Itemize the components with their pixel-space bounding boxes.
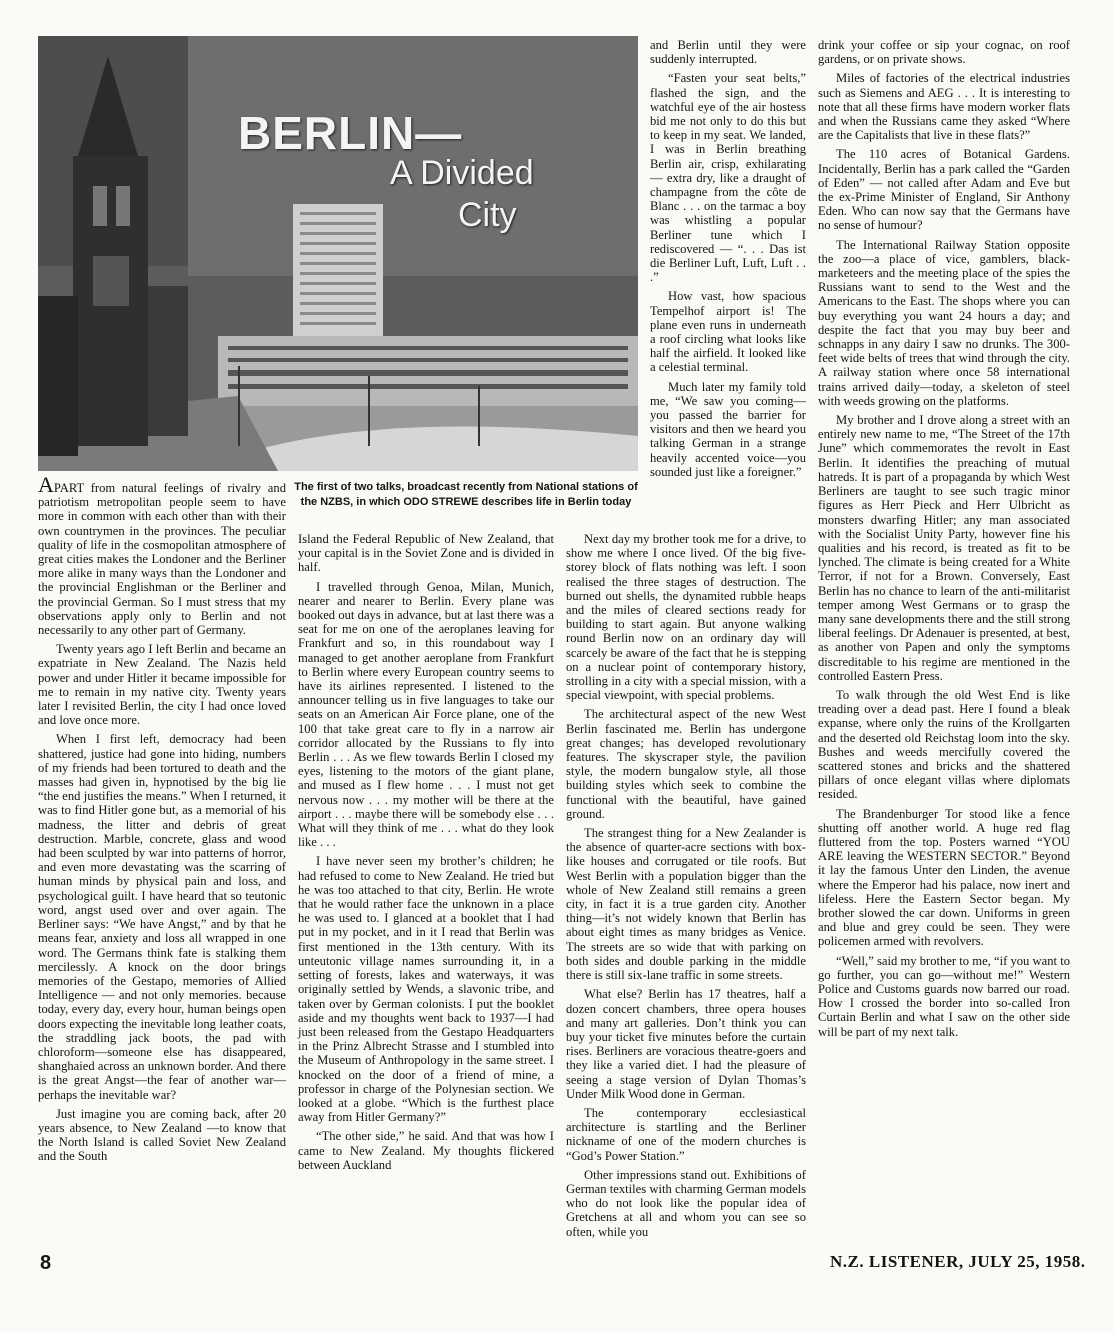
paragraph: drink your coffee or sip your cognac, on roof gardens, or on private shows. xyxy=(818,38,1070,67)
drop-cap: A xyxy=(38,472,54,497)
paragraph: When I first left, democracy had been shattered, justice had gone into hiding, numbers of my friends had been tortured to death and the masses had given in, hypnotised by the big lie “the end justifies the means.” When I returned, it was to find Hitler gone but, as a memorial of his madness, the litter and debris of great destruction. Marble, concrete, glass and wood had been sculpted by war into patterns of horror, and even more devastating was the scarring of human minds by physical pain and loss, and psychological guilt. I have heard that so teutonic word, angst used over and over again. The Berliner says: “We have Angst,” and by that he means fear, anxiety and loss all wrapped in one word. The Germans think fate is stalking them mercilessly. A knock on the door brings memories of the Gestapo, memories of Allied Intelligence — and not only memories. because today, every day, every hour, human beings open doors expecting the inevitable long leather coats, the straddling jack boots, the pad with chloroform—someone else has disappeared, shanghaied across an unknown border. And there is the great Angst—the fear of another war—perhaps the inevitable war? xyxy=(38,732,286,1102)
paragraph: The Brandenburger Tor stood like a fence shutting off another world. A huge red flag fluttered from the top. Posters warned “YOU ARE leaving the WESTERN SECTOR.” Beyond it lay the famous Unter den Linden, the avenue where the Emperor had his palace, now inert and lifeless. Here the Eastern Sector began. My brother slowed the car down. Uniforms in green and blue and grey could be seen. They were policemen armed with revolvers. xyxy=(818,806,1070,949)
paragraph: “The other side,” he said. And that was how I came to New Zealand. My thoughts flickered between Auckland xyxy=(298,1129,554,1172)
paragraph: and Berlin until they were suddenly interrupted. xyxy=(650,38,806,67)
paragraph: What else? Berlin has 17 theatres, half a dozen concert chambers, three opera houses and many art galleries. Don’t think you can buy your ticket five minutes before the curtain rises. Berliners are voracious theatre-goers and they like a varied diet. I had the pleasure of seeing a stage version of Dylan Thomas’s Under Milk Wood done in German. xyxy=(566,987,806,1101)
paragraph xyxy=(38,472,286,638)
article-subtitle-line1: A Divided xyxy=(390,154,534,192)
paragraph-text: PART from natural feelings of rivalry and patriotism metropolitan people seem to have more in common with each other than with their own countrymen in the provinces. The peculiar quality of life in the cosmopolitan atmosphere of great cities makes the Londoner and the Berliner more alike in many ways than the Londoner and the provincial Englishman or the Berliner and the provincial German. So I must stress that my observations apply only to Berlin and not necessarily to any other part of Germany. xyxy=(38,481,286,638)
paragraph: The strangest thing for a New Zealander is the absence of quarter-acre sections with box-like houses and corrugated or tile roofs. But West Berlin with a population bigger than the whole of New Zealand still remains a green city, in fact it is a true garden city. Another thing—it’s not widely known that Berlin has about eight times as many bridges as Venice. The streets are so wide that with parking on both sides and double parking in the middle there is still six-lane traffic in some streets. xyxy=(566,826,806,983)
article-title: BERLIN— xyxy=(238,107,463,159)
paragraph: The International Railway Station opposite the zoo—a place of vice, gamblers, black-marketeers and the meeting place of the spies the Russians want to send to the West and the Americans to the East. The shops where you can buy everything you want 24 hours a day; and despite the fact that you may buy beer and schnapps in any dairy I saw no drunks. The 300-feet wide belts of trees that wind through the city. A railway station where once 58 international trains arrived daily—today, a skeleton of steel with weeds growing on the platforms. xyxy=(818,237,1070,408)
paragraph: My brother and I drove along a street with an entirely new name to me, “The Street of the 17th June” which commemorates the revolt in East Berlin. It identifies the preaching of mutual hatreds. It is part of a propaganda by which West Berliners are taught to see such tragic minor figures as Herr Pieck and Herr Ulbricht as monsters dwarfing Hitler; any man associated with the Socialist Unity Party, however fine his qualities and his record, is treated as fit to be lynched. The climate is being created for a White Terror, if not for a Brown. Conversely, East Berlin has no chance to learn of the anti-militarist temper among West Germans or to grasp the many sane developments there and the still strong liberal feelings. Dr Adenauer is presented, at best, as another von Papen and only the symptoms discreditable to his regime are mentioned in the controlled Eastern Press. xyxy=(818,413,1070,683)
paragraph: The contemporary ecclesiastical architecture is startling and the Berliner nickname of one of the modern churches is “God’s Power Station.” xyxy=(566,1105,806,1163)
page-number: 8 xyxy=(40,1252,52,1274)
paragraph: How vast, how spacious Tempelhof airport is! The plane even runs in underneath a roof circling what looks like half the airfield. It looked like a celestial terminal. xyxy=(650,289,806,375)
paragraph: To walk through the old West End is like treading over a dead past. Here I found a bleak expanse, where only the ruins of the Krollgarten and the deserted old Reichstag loom into the sky. Bushes and weeds mercifully covered the scattered stones and bricks and the shattered pillars of once elegant villas where diplomats resided. xyxy=(818,687,1070,802)
paragraph: Just imagine you are coming back, after 20 years absence, to New Zealand —to know that the North Island is called Soviet New Zealand and the South xyxy=(38,1106,286,1164)
column-3-upper xyxy=(650,38,806,484)
column-1 xyxy=(38,472,286,1169)
paragraph: “Fasten your seat belts,” flashed the sign, and the watchful eye of the air hostess bid me not only to do this but to keep in my seat. We landed, I was in Berlin breathing Berlin air, crisp, exhilarating — extra dry, like a draught of champagne from the côte de Blanc . . . on the tarmac a boy was whistling a popular Berliner tune which I rediscovered — “. . . Das ist die Berliner Luft, Luft, Luft . . .” xyxy=(650,71,806,285)
column-4 xyxy=(818,38,1070,1044)
publication-footer: N.Z. LISTENER, JULY 25, 1958. xyxy=(830,1252,1086,1271)
paragraph: Much later my family told me, “We saw you coming—you passed the barrier for visitors and then we heard you talking German in a strange heavily accented voice—you sounded just like a foreigner.” xyxy=(650,379,806,479)
berlin-photo xyxy=(38,36,638,471)
paragraph: I have never seen my brother’s children; he had refused to come to New Zealand. He tried but he was too attached to that city, Berlin. He wrote that he would rather face the unknown in a place he was used to. I glanced at a booklet that I had put in my pocket, and in it I read that Berlin was first mentioned in the 13th century. With its unteutonic village names surrounding it, in a setting of forests, lakes and waterways, it was originally settled by Wends, a slavonic tribe, and taken over by German colonists. I put the booklet aside and my thoughts went back to 1937—I had just been released from the Gestapo Headquarters in the Prinz Albrecht Strasse and I stumbled into the Museum of Anthropology in the same street. I knocked on the door of a friend of mine, a professor in charge of the Polynesian section. We looked at a globe. “Which is the furthest place away from Hitler Germany?” xyxy=(298,854,554,1125)
paragraph: Island the Federal Republic of New Zealand, that your capital is in the Soviet Zone and is divided in half. xyxy=(298,532,554,575)
paragraph: Next day my brother took me for a drive, to show me where I once lived. Of the big five-storey block of flats nothing was left. I soon realised the three stages of destruction. The burned out shells, the dynamited rubble heaps and the miles of cleared sections ready for building to start again. But anyone walking round Berlin now on an ordinary day will scarcely be aware of the fact that he is stepping on a nuclear point of contemporary history, strolling in a city with a special mission, with a special viewpoint, with special problems. xyxy=(566,532,806,703)
paragraph: The architectural aspect of the new West Berlin fascinated me. Berlin has undergone great changes; has developed revolutionary features. The skyscraper style, the pavilion style, the modern bungalow style, all those building styles which seek to combine the functional with the beautiful, have gained ground. xyxy=(566,707,806,821)
paragraph: I travelled through Genoa, Milan, Munich, nearer and nearer to Berlin. Every plane was booked out days in advance, but at last there was a seat for me on one of the aeroplanes leaving for Frankfurt and so, in this roundabout way I managed to get another aeroplane from Frankfurt to Berlin where every European country seems to have its airlines represented. I listened to the announcer telling us in five languages to take our seats on an American Air Force plane, one of the 100 that take great care to fly in a narrow air corridor allocated by the Russians to fly into Berlin . . . As we flew towards Berlin I closed my eyes, listening to the motors of the giant plane, and mused as I flew home . . . I must not get nervous now . . . my mother will be there at the airport . . . maybe there will be somebody else . . . What will they think of me . . . what do they look like . . . xyxy=(298,579,554,850)
paragraph: Other impressions stand out. Exhibitions of German textiles with charming German models who do not look like the popular idea of Gretchens at all and whom you can see so often, while you xyxy=(566,1167,806,1239)
paragraph: Twenty years ago I left Berlin and became an expatriate in New Zealand. The Nazis held power and under Hitler it became impossible for me to remain in my native city. Twenty years later I revisited Berlin, the city I had once loved and love once more. xyxy=(38,642,286,728)
article-subtitle-line2: City xyxy=(458,196,517,234)
column-2 xyxy=(298,532,554,1177)
paragraph: “Well,” said my brother to me, “if you want to go further, you can go—without me!” Western Police and Customs guards now barred our road. How I crossed the border into so-called Iron Curtain Berlin and what I saw on the other side will be part of my next talk. xyxy=(818,953,1070,1039)
city-illustration xyxy=(38,36,638,471)
standfirst-caption: The first of two talks, broadcast recently from National stations of the NZBS, in which ODO STREWE describes life in Berlin today xyxy=(294,481,638,508)
column-3 xyxy=(566,532,806,1244)
paragraph: The 110 acres of Botanical Gardens. Incidentally, Berlin has a park called the “Garden of Eden” — not called after Adam and Eve but the ex-Prime Minister of England, Sir Anthony Eden. Who can now say that the Germans have no sense of humour? xyxy=(818,147,1070,233)
paragraph: Miles of factories of the electrical industries such as Siemens and AEG . . . It is interesting to note that all these firms have modern worker flats and when the Russians came they asked “Where are the Capitalists that live in these flats?” xyxy=(818,71,1070,143)
